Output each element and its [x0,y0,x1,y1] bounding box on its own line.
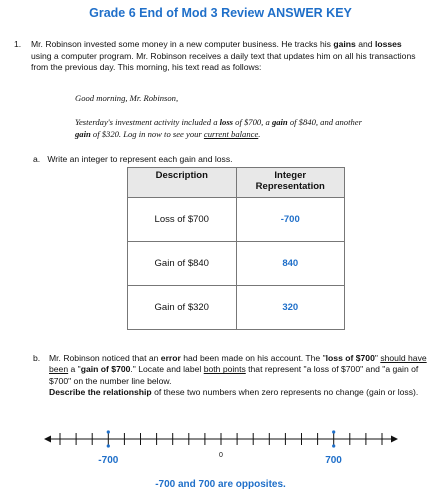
question-a [33,154,233,164]
text-run: of $320. Log in now to see your [90,128,204,139]
integer-cell: -700 [236,198,345,242]
text-run: and [355,39,375,49]
text-run: using a computer program. Mr. Robinson receives a daily text that updates him on all his transactions from the previous day. This morning, his text read as follows: [31,50,416,73]
text-run: of $700, a [233,117,272,127]
text-run: ." Locate and label [130,364,204,375]
column-header: Description [128,168,237,198]
gain-word: gain [75,128,91,139]
loss-word: loss [219,117,234,127]
left-arrow-icon [44,436,51,443]
error-word: error [160,353,181,363]
describe-relationship-phrase: Describe the relationship [49,387,152,398]
table-row [128,198,345,242]
positive-point-marker [332,444,335,447]
text-run: had been made on his account. The " [180,353,326,363]
question-number: 1. [14,39,22,49]
current-balance-link: current balance [203,128,259,139]
table-row [128,242,345,286]
question-label: b. [33,353,41,363]
question-1-text [31,39,421,74]
text-run: " [374,353,381,363]
table-row [128,286,345,330]
gain-word: gain [271,117,288,127]
quote-body [75,117,415,140]
negative-point-marker [107,430,110,433]
text-run: Yesterday's investment activity included a [75,117,220,127]
question-b-text [49,353,429,399]
text-run: Mr. Robinson invested some money in a new computer business. He tracks his [31,39,334,49]
number-line [0,425,441,455]
right-arrow-icon [391,436,398,443]
gain-700-phrase: gain of $700 [80,364,131,375]
column-header: Integer Representation [236,168,345,198]
text-run: that represent "a loss of $700" and "a gain of $700" on the number line below. [49,364,419,386]
answer-text: -700 and 700 are opposites. [155,479,286,490]
positive-point-marker [332,430,335,433]
text-run: of $840, and another [287,117,362,127]
quote-greeting: Good morning, Mr. Robinson, [75,93,179,103]
text-run: of these two numbers when zero represents no change (gain or loss). [151,387,419,398]
description-cell: Loss of $700 [128,198,237,242]
number-line-ticks [60,433,382,445]
question-label: a. [33,154,41,164]
should-have-been-phrase: should have been [49,353,427,375]
point-label-positive: 700 [325,455,342,466]
zero-label: 0 [219,452,223,459]
description-cell: Gain of $840 [128,242,237,286]
text-run: Mr. Robinson noticed that an [49,353,161,363]
integer-cell: 320 [236,286,345,330]
both-points-phrase: both points [203,364,246,375]
point-label-negative: -700 [98,455,119,466]
text-run: . [258,128,261,139]
text-run: a " [68,364,81,375]
gain-loss-table [127,167,345,330]
loss-700-phrase: loss of $700 [325,353,375,363]
description-cell: Gain of $320 [128,286,237,330]
negative-point-marker [107,444,110,447]
gains-word: gains [333,39,356,49]
integer-cell: 840 [236,242,345,286]
question-a-text: Write an integer to represent each gain and loss. [47,154,233,164]
table-header-row [128,168,345,198]
page-title: Grade 6 End of Mod 3 Review ANSWER KEY [89,6,352,20]
losses-word: losses [374,39,402,49]
